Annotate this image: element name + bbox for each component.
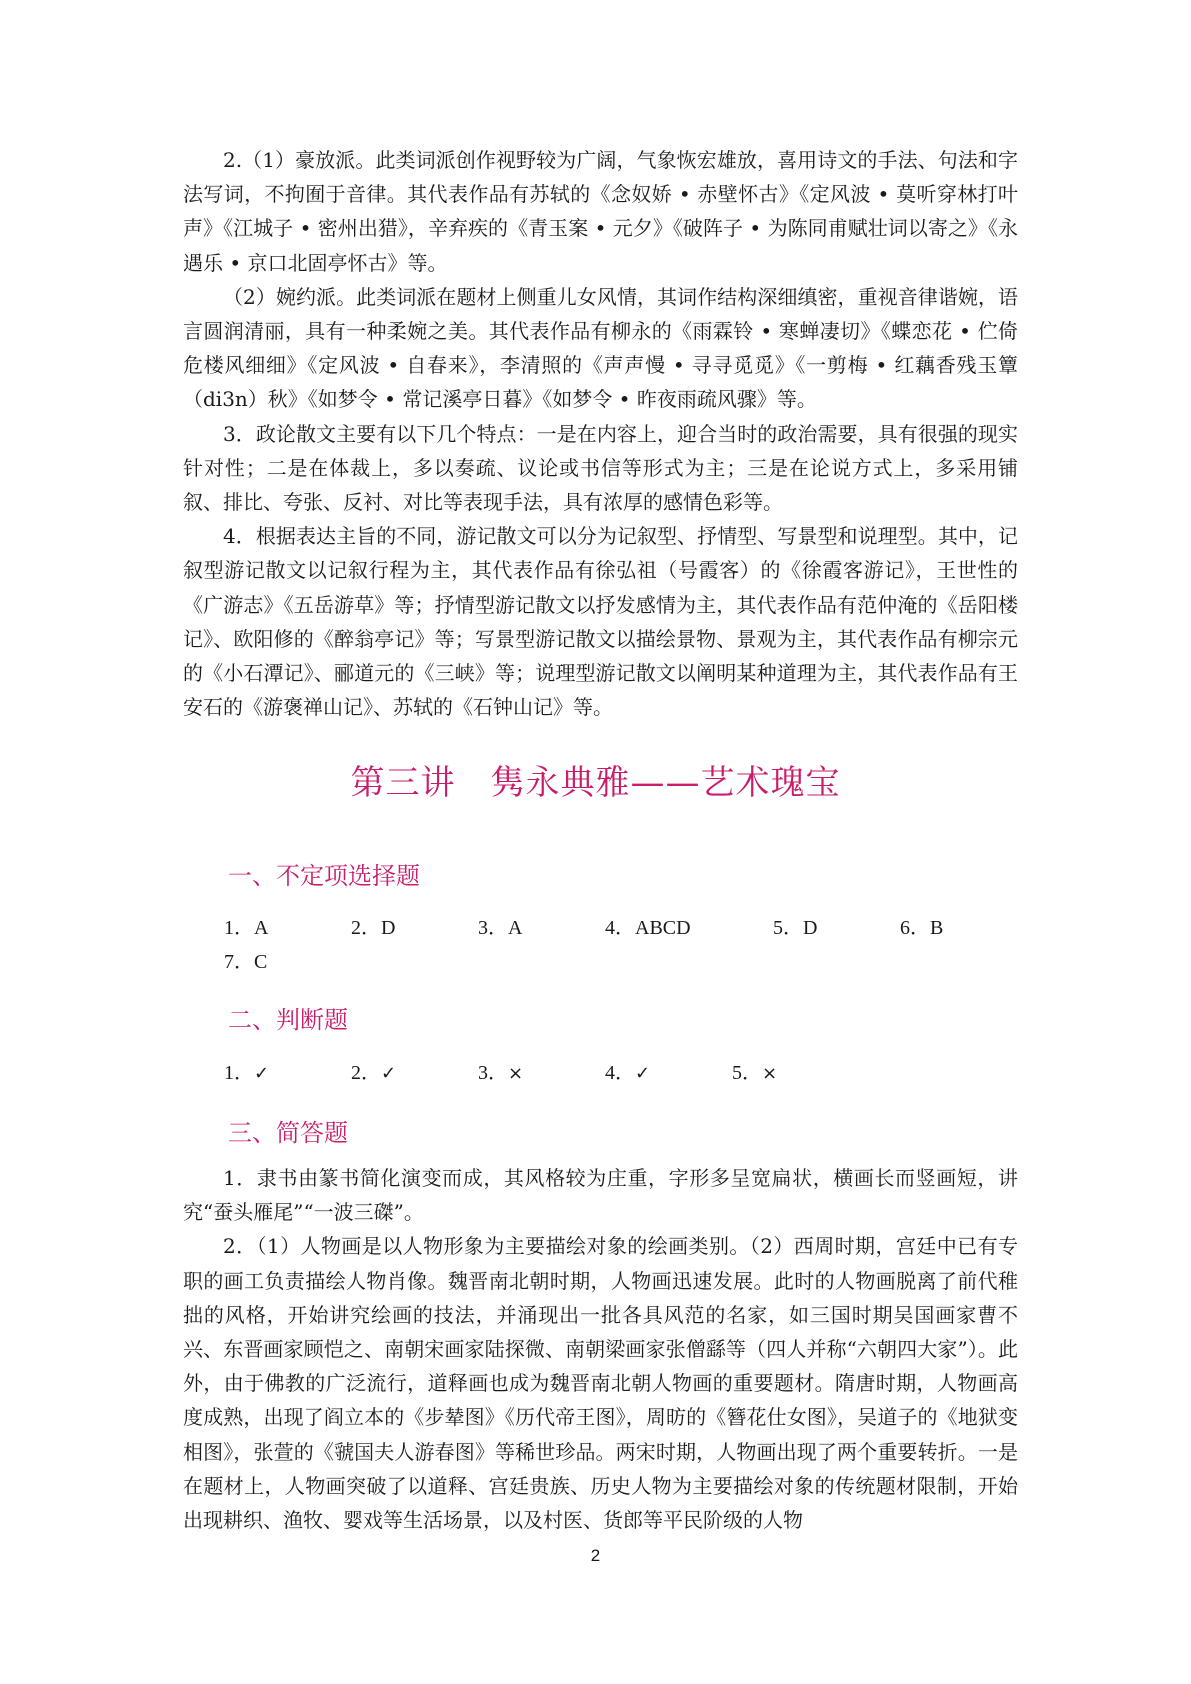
cross-mark-icon: × (508, 1063, 524, 1084)
answer-paragraph: 4．根据表达主旨的不同，游记散文可以分为记叙型、抒情型、写景型和说理型。其中，记叙型游记散文以记叙行程为主，其代表作品有徐弘祖（号霞客）的《徐霞客游记》，王世性的《广游志》《五岳游草》等；抒情型游记散文以抒发感情为主，其代表作品有范仲淹的《岳阳楼记》、欧阳修的《醉翁亭记》等；写景型游记散文以描绘景物、景观为主，其代表作品有柳宗元的《小石潭记》、郦道元的《三峡》等；说理型游记散文以阐明某种道理为主，其代表作品有王安石的《游褒禅山记》、苏轼的《石钟山记》等。 (183, 524, 1018, 720)
check-mark-icon: ✓ (254, 1063, 270, 1084)
answer-item: 3．× (478, 1062, 524, 1084)
answer-item: 5．D (773, 917, 818, 939)
lecture-title: 第三讲 隽永典雅——艺术瑰宝 (350, 763, 841, 803)
answer-item: 4．✓ (605, 1062, 651, 1084)
answer-item: 4．ABCD (605, 917, 691, 939)
answer-paragraph: （2）婉约派。此类词派在题材上侧重儿女风情，其词作结构深细缜密，重视音律谐婉，语言圆润清丽，具有一种柔婉之美。其代表作品有柳永的《雨霖铃 • 寒蝉凄切》《蝶恋花 • 伫倚危楼风细细》《定风波 • 自春来》，李清照的《声声慢 • 寻寻觅觅》《一剪梅 • 红藕香残玉簟（di3n）秋》《如梦令 • 常记溪亭日暮》《如梦令 • 昨夜雨疏风骤》等。 (183, 284, 1018, 412)
answer-item: 1．✓ (224, 1062, 270, 1084)
answer-item: 7．C (224, 951, 268, 973)
section-heading-multiple-choice: 一、不定项选择题 (228, 862, 420, 890)
answer-item: 5．× (732, 1062, 778, 1084)
answer-paragraph: 2．（1）人物画是以人物形象为主要描绘对象的绘画类别。（2）西周时期，宫廷中已有专职的画工负责描绘人物肖像。魏晋南北朝时期，人物画迅速发展。此时的人物画脱离了前代稚拙的风格，开始讲究绘画的技法，并涌现出一批各具风范的名家，如三国时期吴国画家曹不兴、东晋画家顾恺之、南朝宋画家陆探微、南朝梁画家张僧繇等（四人并称“六朝四大家”）。此外，由于佛教的广泛流行，道释画也成为魏晋南北朝人物画的重要题材。隋唐时期，人物画高度成熟，出现了阎立本的《步辇图》《历代帝王图》，周昉的《簪花仕女图》，吴道子的《地狱变相图》，张萱的《虢国夫人游春图》等稀世珍品。两宋时期，人物画出现了两个重要转折。一是在题材上，人物画突破了以道释、宫廷贵族、历史人物为主要描绘对象的传统题材限制，开始出现耕织、渔牧、婴戏等生活场景，以及村医、货郎等平民阶级的人物 (183, 1234, 1018, 1533)
check-mark-icon: ✓ (381, 1063, 397, 1084)
answer-paragraph: 2.（1）豪放派。此类词派创作视野较为广阔，气象恢宏雄放，喜用诗文的手法、句法和字法写词，不拘囿于音律。其代表作品有苏轼的《念奴娇 • 赤壁怀古》《定风波 • 莫听穿林打叶声》《江城子 • 密州出猎》，辛弃疾的《青玉案 • 元夕》《破阵子 • 为陈同甫赋壮词以寄之》《永遇乐 • 京口北固亭怀古》等。 (183, 148, 1018, 275)
short-answer-block (183, 1161, 1018, 1537)
section-heading-short-answer: 三、简答题 (228, 1119, 348, 1147)
answer-item: 2．D (351, 917, 396, 939)
answer-item: 2．✓ (351, 1062, 397, 1084)
answer-item: 3．A (478, 917, 523, 939)
answer-paragraph: 3．政论散文主要有以下几个特点：一是在内容上，迎合当时的政治需要，具有很强的现实针对性；二是在体裁上，多以奏疏、议论或书信等形式为主；三是在论说方式上，多采用铺叙、排比、夸张、反衬、对比等表现手法，具有浓厚的感情色彩等。 (183, 421, 1018, 515)
check-mark-icon: ✓ (635, 1063, 651, 1084)
cross-mark-icon: × (762, 1063, 778, 1084)
section-heading-true-false: 二、判断题 (228, 1006, 348, 1034)
page-number: 2 (590, 1546, 601, 1565)
intro-answers-block (183, 143, 1018, 724)
answer-paragraph: 1．隶书由篆书简化演变而成，其风格较为庄重，字形多呈宽扁状，横画长而竖画短，讲究“蚕头雁尾”“一波三磔”。 (183, 1166, 1018, 1225)
answer-item: 6．B (900, 917, 944, 939)
answer-item: 1．A (224, 917, 269, 939)
